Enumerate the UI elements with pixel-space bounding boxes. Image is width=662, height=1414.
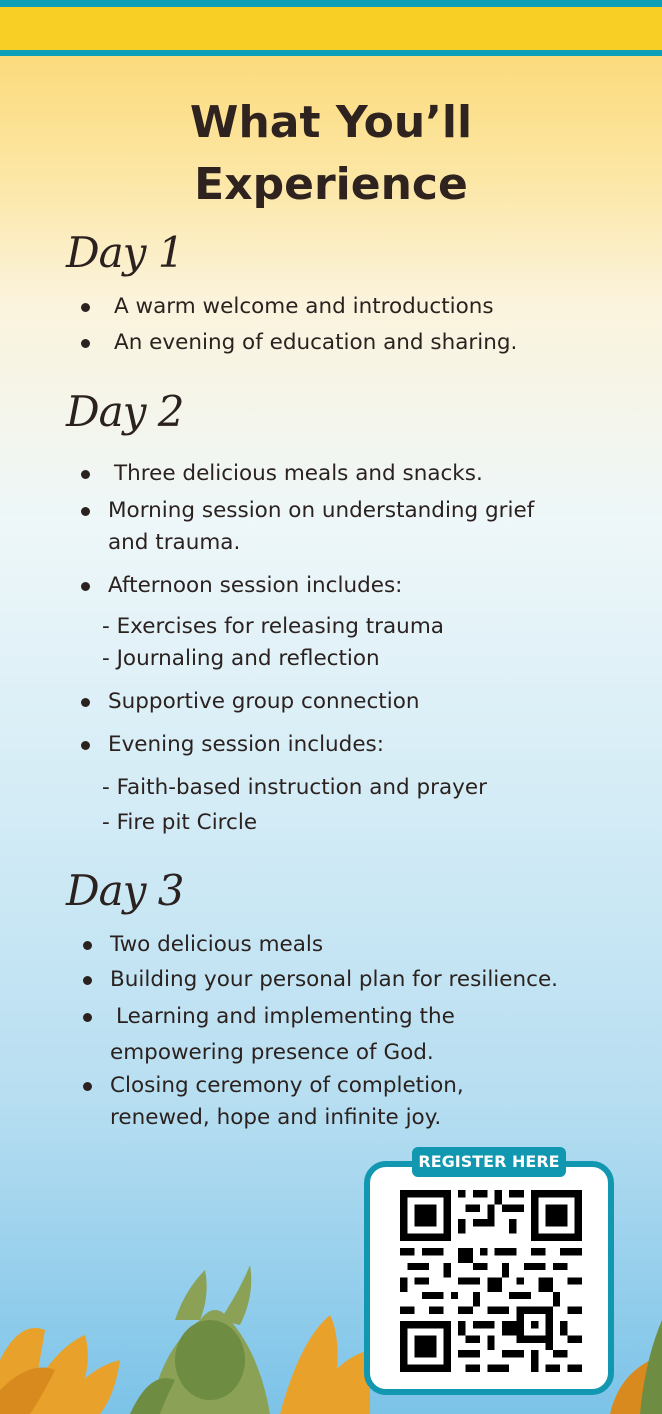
bullet [83, 941, 92, 950]
bullet [81, 741, 90, 750]
day-2-heading: Day 2 [66, 387, 184, 436]
day-2-item: Afternoon session includes: [108, 573, 403, 598]
day-3-item-continued: empowering presence of God. [110, 1040, 434, 1065]
day-2-item-continued: and trauma. [108, 530, 241, 555]
title-line-2: Experience [194, 159, 468, 210]
day-3-heading: Day 3 [66, 866, 184, 915]
register-here-label[interactable]: REGISTER HERE [412, 1147, 566, 1177]
bullet [81, 582, 90, 591]
bullet [81, 698, 90, 707]
bullet [83, 976, 92, 985]
top-accent-bar [0, 0, 662, 7]
bullet [83, 1082, 92, 1091]
day-2-subitem: - Faith-based instruction and prayer [102, 775, 487, 800]
day-1-item: A warm welcome and introductions [114, 294, 494, 319]
bullet [81, 339, 90, 348]
day-2-item: Morning session on understanding grief [108, 498, 535, 523]
day-2-subitem: - Exercises for releasing trauma [102, 614, 444, 639]
day-3-item-continued: renewed, hope and infinite joy. [110, 1105, 442, 1130]
day-2-item: Evening session includes: [108, 732, 385, 757]
day-2-item: Supportive group connection [108, 689, 420, 714]
day-1-item: An evening of education and sharing. [114, 330, 518, 355]
bullet [81, 470, 90, 479]
page-title [0, 92, 662, 216]
day-2-item: Three delicious meals and snacks. [114, 461, 483, 486]
day-3-item: Closing ceremony of completion, [110, 1073, 464, 1098]
day-3-item: Two delicious meals [110, 932, 324, 957]
bullet [83, 1013, 92, 1022]
day-1-heading: Day 1 [66, 228, 184, 277]
day-3-item: Building your personal plan for resilience. [110, 967, 559, 992]
qr-code-icon[interactable] [400, 1190, 582, 1372]
top-yellow-banner [0, 7, 662, 50]
bullet [81, 507, 90, 516]
title-line-1: What You’ll [189, 97, 473, 148]
banner-underline [0, 50, 662, 56]
day-2-subitem: - Journaling and reflection [102, 646, 380, 671]
day-2-subitem: - Fire pit Circle [102, 810, 258, 835]
bullet [81, 303, 90, 312]
day-3-item: Learning and implementing the [116, 1004, 455, 1029]
